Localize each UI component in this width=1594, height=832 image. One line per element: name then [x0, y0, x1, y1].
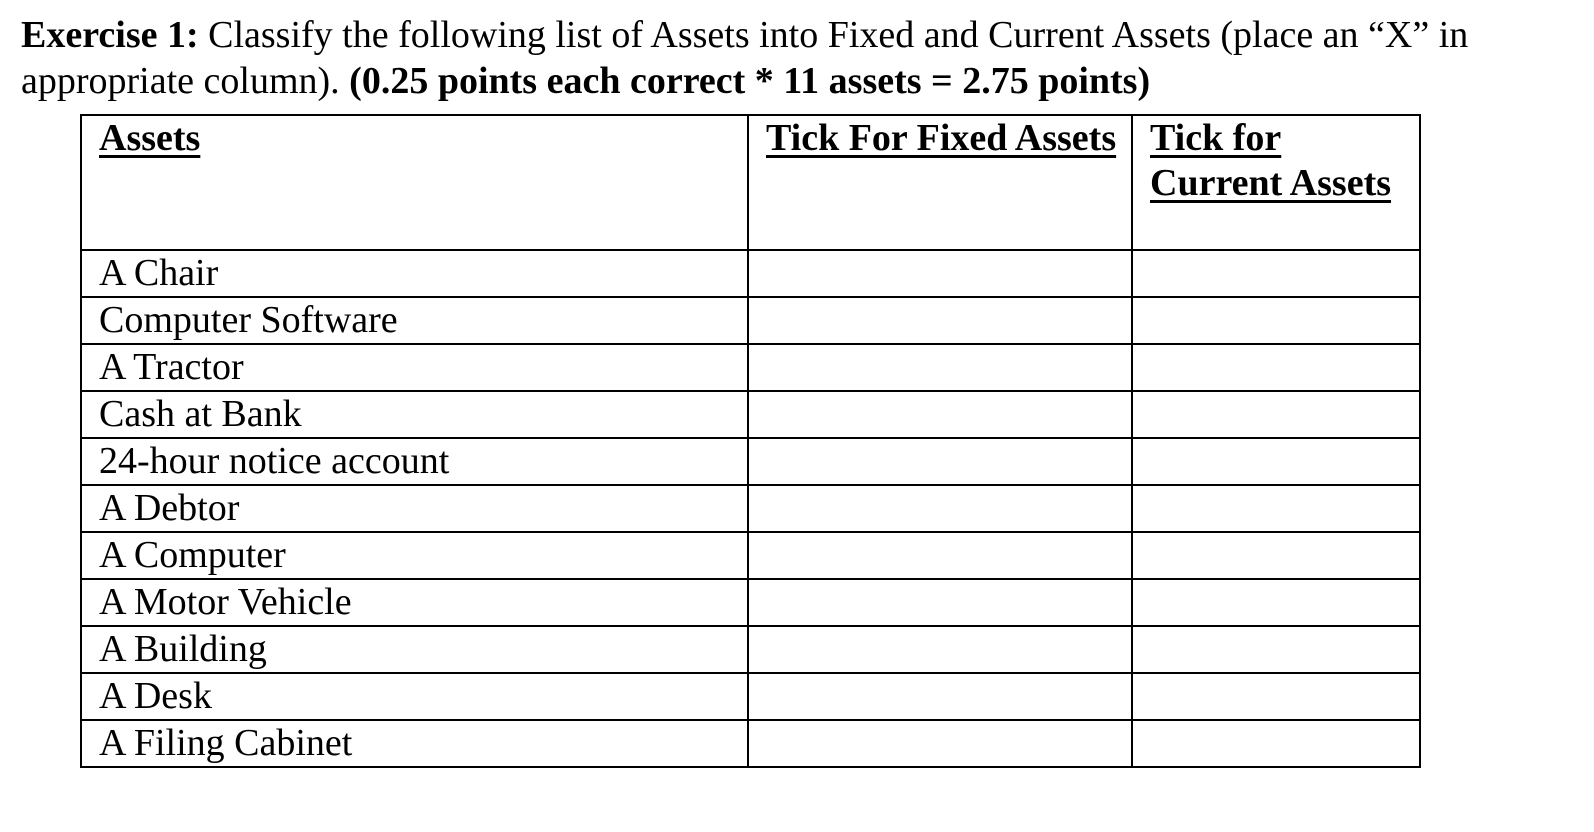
- asset-name: A Building: [81, 626, 748, 673]
- fixed-tick-cell[interactable]: [748, 297, 1132, 344]
- table-row: [81, 626, 1420, 673]
- table-row: [81, 344, 1420, 391]
- fixed-tick-cell[interactable]: [748, 344, 1132, 391]
- current-tick-cell[interactable]: [1132, 673, 1420, 720]
- asset-name: Computer Software: [81, 297, 748, 344]
- current-tick-cell[interactable]: [1132, 532, 1420, 579]
- table-row: [81, 438, 1420, 485]
- current-tick-cell[interactable]: [1132, 626, 1420, 673]
- table-header-row: [81, 115, 1420, 250]
- table-row: [81, 720, 1420, 767]
- assets-classification-table: [80, 114, 1421, 768]
- asset-name: A Desk: [81, 673, 748, 720]
- table-row: [81, 297, 1420, 344]
- table-row: [81, 391, 1420, 438]
- fixed-tick-cell[interactable]: [748, 579, 1132, 626]
- fixed-tick-cell[interactable]: [748, 673, 1132, 720]
- asset-name: A Computer: [81, 532, 748, 579]
- fixed-tick-cell[interactable]: [748, 720, 1132, 767]
- table-row: [81, 250, 1420, 297]
- table-row: [81, 532, 1420, 579]
- table-row: [81, 579, 1420, 626]
- exercise-label: Exercise 1:: [21, 14, 199, 56]
- current-tick-cell[interactable]: [1132, 344, 1420, 391]
- header-current-assets: Tick for Current Assets: [1132, 115, 1420, 250]
- current-tick-cell[interactable]: [1132, 297, 1420, 344]
- exercise-instructions: [21, 12, 1581, 104]
- header-assets: Assets: [81, 115, 748, 250]
- fixed-tick-cell[interactable]: [748, 250, 1132, 297]
- current-tick-cell[interactable]: [1132, 438, 1420, 485]
- current-tick-cell[interactable]: [1132, 391, 1420, 438]
- table-row: [81, 673, 1420, 720]
- fixed-tick-cell[interactable]: [748, 485, 1132, 532]
- fixed-tick-cell[interactable]: [748, 391, 1132, 438]
- asset-name: A Filing Cabinet: [81, 720, 748, 767]
- asset-name: 24-hour notice account: [81, 438, 748, 485]
- current-tick-cell[interactable]: [1132, 485, 1420, 532]
- asset-name: Cash at Bank: [81, 391, 748, 438]
- table-row: [81, 485, 1420, 532]
- fixed-tick-cell[interactable]: [748, 626, 1132, 673]
- asset-name: A Motor Vehicle: [81, 579, 748, 626]
- header-fixed-assets: Tick For Fixed Assets: [748, 115, 1132, 250]
- current-tick-cell[interactable]: [1132, 250, 1420, 297]
- fixed-tick-cell[interactable]: [748, 438, 1132, 485]
- asset-name: A Tractor: [81, 344, 748, 391]
- exercise-instruction-text: Classify the following list of Assets into Fixed and Current Assets (place an “X” in appropriate column).: [21, 14, 1469, 102]
- fixed-tick-cell[interactable]: [748, 532, 1132, 579]
- asset-name: A Debtor: [81, 485, 748, 532]
- current-tick-cell[interactable]: [1132, 720, 1420, 767]
- current-tick-cell[interactable]: [1132, 579, 1420, 626]
- asset-name: A Chair: [81, 250, 748, 297]
- points-note: (0.25 points each correct * 11 assets = 2.75 points): [349, 60, 1151, 102]
